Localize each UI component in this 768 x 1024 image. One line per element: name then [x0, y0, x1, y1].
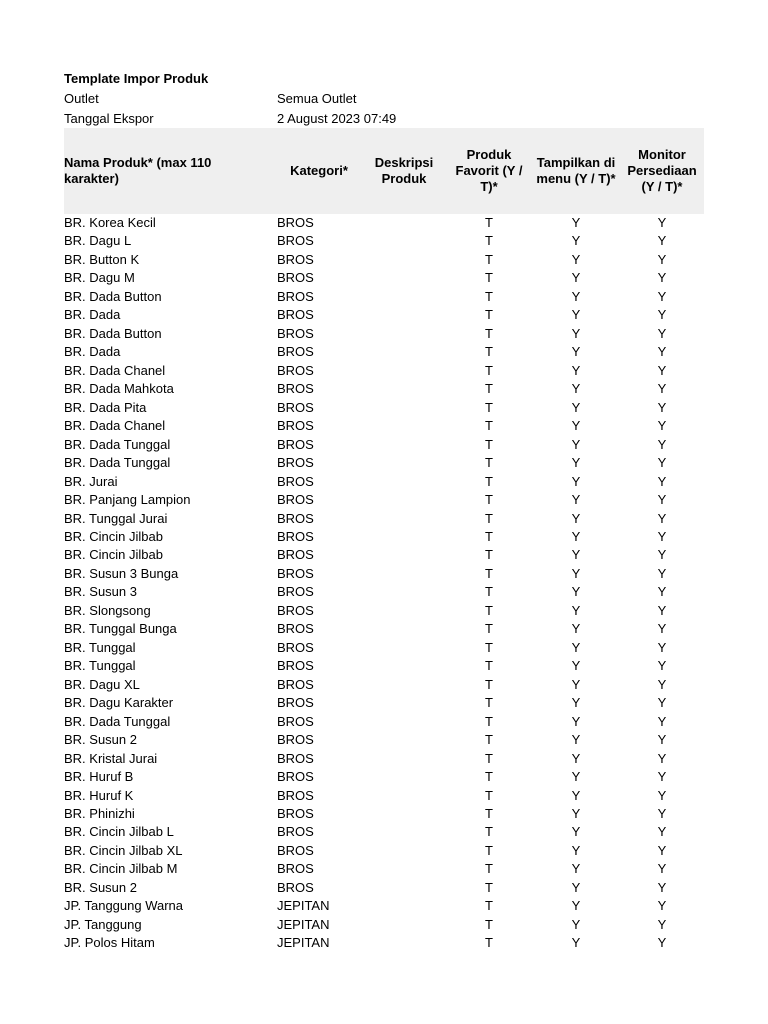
cell-category: BROS — [277, 251, 314, 267]
cell-favorite: T — [485, 307, 493, 323]
cell-product-name: BR. Dagu XL — [64, 676, 140, 692]
cell-product-name: BR. Dagu L — [64, 233, 132, 249]
cell-product-name: BR. Susun 3 — [64, 584, 137, 600]
cell-monitor-stock: Y — [657, 769, 667, 785]
cell-product-name: BR. Cincin Jilbab L — [64, 824, 174, 840]
cell-show-in-menu: Y — [571, 713, 581, 729]
column-header-monitor-stock: Monitor Persediaan (Y / T)* — [627, 147, 697, 194]
table-row — [64, 473, 704, 491]
cell-product-name: BR. Dada Mahkota — [64, 381, 174, 397]
cell-show-in-menu: Y — [571, 658, 581, 674]
table-header — [64, 128, 704, 214]
cell-product-name: BR. Huruf B — [64, 769, 134, 785]
table-row — [64, 731, 704, 749]
cell-product-name: BR. Kristal Jurai — [64, 750, 158, 766]
cell-monitor-stock: Y — [657, 621, 667, 637]
cell-favorite: T — [485, 418, 493, 434]
cell-monitor-stock: Y — [657, 806, 667, 821]
cell-show-in-menu: Y — [571, 935, 581, 951]
cell-show-in-menu: Y — [571, 621, 581, 637]
cell-product-name: BR. Dada Chanel — [64, 418, 166, 434]
cell-show-in-menu: Y — [571, 344, 581, 360]
cell-category: BROS — [277, 436, 314, 452]
cell-category: BROS — [277, 824, 314, 840]
table-row — [64, 750, 704, 768]
table-row — [64, 454, 704, 472]
cell-show-in-menu: Y — [571, 787, 581, 803]
table-body — [64, 214, 704, 953]
cell-favorite: T — [485, 861, 493, 877]
table-row — [64, 639, 704, 657]
cell-product-name: BR. Dada — [64, 344, 121, 360]
table-row — [64, 565, 704, 583]
cell-product-name: BR. Dada Button — [64, 288, 162, 304]
cell-product-name: BR. Dada Tunggal — [64, 455, 171, 471]
cell-favorite: T — [485, 658, 493, 674]
cell-product-name: BR. Huruf K — [64, 787, 134, 803]
cell-category: BROS — [277, 233, 314, 249]
cell-monitor-stock: Y — [657, 528, 667, 544]
cell-show-in-menu: Y — [571, 270, 581, 286]
cell-favorite: T — [485, 842, 493, 858]
cell-category: BROS — [277, 399, 314, 415]
cell-favorite: T — [485, 473, 493, 489]
table-row — [64, 528, 704, 546]
cell-product-name: BR. Tunggal — [64, 639, 136, 655]
meta-value: Semua Outlet — [277, 91, 357, 106]
cell-category: BROS — [277, 695, 314, 711]
cell-show-in-menu: Y — [571, 806, 581, 821]
cell-favorite: T — [485, 547, 493, 563]
cell-favorite: T — [485, 362, 493, 378]
cell-show-in-menu: Y — [571, 584, 581, 600]
cell-favorite: T — [485, 399, 493, 415]
table-row — [64, 916, 704, 934]
table-row — [64, 399, 704, 417]
cell-show-in-menu: Y — [571, 436, 581, 452]
cell-category: BROS — [277, 547, 314, 563]
cell-favorite: T — [485, 621, 493, 637]
table-row — [64, 288, 704, 306]
cell-monitor-stock: Y — [657, 251, 667, 267]
cell-category: BROS — [277, 288, 314, 304]
cell-product-name: BR. Dagu Karakter — [64, 695, 174, 711]
meta-row-export-date — [64, 111, 704, 129]
cell-product-name: BR. Susun 3 Bunga — [64, 565, 179, 581]
cell-monitor-stock: Y — [657, 381, 667, 397]
cell-favorite: T — [485, 787, 493, 803]
cell-favorite: T — [485, 510, 493, 526]
cell-show-in-menu: Y — [571, 898, 581, 914]
cell-monitor-stock: Y — [657, 935, 667, 951]
table-row — [64, 214, 704, 232]
table-row — [64, 805, 704, 823]
cell-favorite: T — [485, 935, 493, 951]
cell-product-name: BR. Phinizhi — [64, 806, 135, 821]
cell-product-name: BR. Korea Kecil — [64, 215, 156, 230]
table-row — [64, 583, 704, 601]
cell-show-in-menu: Y — [571, 307, 581, 323]
cell-product-name: BR. Slongsong — [64, 602, 151, 618]
cell-show-in-menu: Y — [571, 879, 581, 895]
table-row — [64, 343, 704, 361]
cell-product-name: BR. Dada Tunggal — [64, 436, 171, 452]
cell-category: BROS — [277, 602, 314, 618]
cell-product-name: BR. Dada — [64, 307, 121, 323]
cell-favorite: T — [485, 824, 493, 840]
cell-show-in-menu: Y — [571, 695, 581, 711]
cell-monitor-stock: Y — [657, 824, 667, 840]
cell-favorite: T — [485, 288, 493, 304]
cell-monitor-stock: Y — [657, 325, 667, 341]
cell-category: BROS — [277, 565, 314, 581]
cell-category: BROS — [277, 307, 314, 323]
table-row — [64, 657, 704, 675]
cell-show-in-menu: Y — [571, 399, 581, 415]
cell-show-in-menu: Y — [571, 769, 581, 785]
cell-monitor-stock: Y — [657, 898, 667, 914]
table-row — [64, 436, 704, 454]
cell-show-in-menu: Y — [571, 861, 581, 877]
cell-product-name: BR. Dada Tunggal — [64, 713, 171, 729]
cell-show-in-menu: Y — [571, 288, 581, 304]
table-row — [64, 934, 704, 952]
cell-favorite: T — [485, 436, 493, 452]
cell-monitor-stock: Y — [657, 399, 667, 415]
table-row — [64, 713, 704, 731]
cell-monitor-stock: Y — [657, 307, 667, 323]
table-row — [64, 694, 704, 712]
cell-show-in-menu: Y — [571, 510, 581, 526]
table-row — [64, 768, 704, 786]
cell-monitor-stock: Y — [657, 658, 667, 674]
cell-category: BROS — [277, 732, 314, 748]
cell-favorite: T — [485, 251, 493, 267]
meta-label: Outlet — [64, 91, 99, 106]
cell-show-in-menu: Y — [571, 325, 581, 341]
cell-show-in-menu: Y — [571, 233, 581, 249]
cell-favorite: T — [485, 270, 493, 286]
cell-favorite: T — [485, 215, 493, 230]
cell-show-in-menu: Y — [571, 455, 581, 471]
cell-show-in-menu: Y — [571, 418, 581, 434]
cell-favorite: T — [485, 916, 493, 932]
cell-category: BROS — [277, 750, 314, 766]
cell-monitor-stock: Y — [657, 639, 667, 655]
cell-favorite: T — [485, 492, 493, 508]
cell-monitor-stock: Y — [657, 547, 667, 563]
cell-favorite: T — [485, 602, 493, 618]
column-header-product-name: Nama Produk* (max 110 karakter) — [64, 155, 212, 186]
meta-row-outlet — [64, 91, 704, 109]
cell-monitor-stock: Y — [657, 732, 667, 748]
cell-category: BROS — [277, 473, 314, 489]
cell-category: BROS — [277, 879, 314, 895]
cell-category: BROS — [277, 215, 314, 230]
cell-monitor-stock: Y — [657, 473, 667, 489]
cell-product-name: JP. Tanggung — [64, 916, 142, 932]
cell-show-in-menu: Y — [571, 639, 581, 655]
cell-favorite: T — [485, 565, 493, 581]
cell-show-in-menu: Y — [571, 473, 581, 489]
cell-show-in-menu: Y — [571, 381, 581, 397]
table-row — [64, 602, 704, 620]
table-row — [64, 546, 704, 564]
cell-category: BROS — [277, 528, 314, 544]
cell-show-in-menu: Y — [571, 602, 581, 618]
column-header-category: Kategori* — [290, 163, 348, 178]
cell-product-name: BR. Cincin Jilbab M — [64, 861, 178, 877]
cell-product-name: BR. Dada Button — [64, 325, 162, 341]
table-row — [64, 232, 704, 250]
cell-favorite: T — [485, 732, 493, 748]
cell-monitor-stock: Y — [657, 288, 667, 304]
cell-show-in-menu: Y — [571, 362, 581, 378]
cell-category: BROS — [277, 344, 314, 360]
cell-monitor-stock: Y — [657, 344, 667, 360]
cell-favorite: T — [485, 695, 493, 711]
cell-category: BROS — [277, 418, 314, 434]
cell-monitor-stock: Y — [657, 695, 667, 711]
cell-monitor-stock: Y — [657, 492, 667, 508]
cell-category: BROS — [277, 861, 314, 877]
cell-product-name: BR. Tunggal Jurai — [64, 510, 168, 526]
table-row — [64, 879, 704, 897]
cell-monitor-stock: Y — [657, 418, 667, 434]
cell-category: BROS — [277, 325, 314, 341]
table-row — [64, 269, 704, 287]
cell-monitor-stock: Y — [657, 713, 667, 729]
table-row — [64, 306, 704, 324]
cell-show-in-menu: Y — [571, 842, 581, 858]
cell-product-name: BR. Panjang Lampion — [64, 492, 191, 508]
column-header-show-in-menu: Tampilkan di menu (Y / T)* — [536, 155, 616, 186]
cell-product-name: BR. Dada Chanel — [64, 362, 166, 378]
cell-show-in-menu: Y — [571, 732, 581, 748]
cell-category: BROS — [277, 510, 314, 526]
cell-monitor-stock: Y — [657, 455, 667, 471]
table-row — [64, 251, 704, 269]
cell-favorite: T — [485, 584, 493, 600]
cell-favorite: T — [485, 806, 493, 821]
cell-favorite: T — [485, 233, 493, 249]
cell-product-name: BR. Susun 2 — [64, 879, 137, 895]
cell-category: BROS — [277, 769, 314, 785]
cell-category: JEPITAN — [277, 898, 330, 914]
cell-category: BROS — [277, 362, 314, 378]
cell-monitor-stock: Y — [657, 602, 667, 618]
cell-product-name: BR. Tunggal Bunga — [64, 621, 177, 637]
cell-category: BROS — [277, 713, 314, 729]
cell-favorite: T — [485, 325, 493, 341]
cell-favorite: T — [485, 713, 493, 729]
cell-monitor-stock: Y — [657, 362, 667, 378]
cell-product-name: BR. Dada Pita — [64, 399, 147, 415]
cell-monitor-stock: Y — [657, 215, 667, 230]
cell-show-in-menu: Y — [571, 547, 581, 563]
table-row — [64, 362, 704, 380]
cell-category: JEPITAN — [277, 916, 330, 932]
cell-product-name: BR. Cincin Jilbab — [64, 528, 163, 544]
cell-category: BROS — [277, 621, 314, 637]
cell-product-name: BR. Button K — [64, 251, 140, 267]
table-row — [64, 510, 704, 528]
cell-monitor-stock: Y — [657, 233, 667, 249]
cell-favorite: T — [485, 750, 493, 766]
cell-category: JEPITAN — [277, 935, 330, 951]
table-row — [64, 676, 704, 694]
cell-category: BROS — [277, 658, 314, 674]
cell-monitor-stock: Y — [657, 750, 667, 766]
cell-favorite: T — [485, 381, 493, 397]
cell-favorite: T — [485, 898, 493, 914]
table-row — [64, 842, 704, 860]
cell-category: BROS — [277, 584, 314, 600]
cell-monitor-stock: Y — [657, 787, 667, 803]
cell-show-in-menu: Y — [571, 215, 581, 230]
cell-category: BROS — [277, 842, 314, 858]
cell-favorite: T — [485, 879, 493, 895]
cell-category: BROS — [277, 787, 314, 803]
document-title: Template Impor Produk — [64, 71, 209, 86]
cell-category: BROS — [277, 806, 314, 821]
cell-favorite: T — [485, 639, 493, 655]
meta-label: Tanggal Ekspor — [64, 111, 154, 126]
cell-product-name: BR. Cincin Jilbab — [64, 547, 163, 563]
cell-show-in-menu: Y — [571, 251, 581, 267]
cell-monitor-stock: Y — [657, 270, 667, 286]
cell-show-in-menu: Y — [571, 676, 581, 692]
cell-favorite: T — [485, 344, 493, 360]
cell-category: BROS — [277, 270, 314, 286]
cell-show-in-menu: Y — [571, 916, 581, 932]
meta-value: 2 August 2023 07:49 — [277, 111, 397, 126]
cell-category: BROS — [277, 639, 314, 655]
cell-monitor-stock: Y — [657, 565, 667, 581]
table-row — [64, 325, 704, 343]
cell-product-name: BR. Dagu M — [64, 270, 135, 286]
cell-product-name: BR. Jurai — [64, 473, 118, 489]
table-row — [64, 860, 704, 878]
cell-show-in-menu: Y — [571, 492, 581, 508]
column-header-description: Deskripsi Produk — [374, 155, 434, 186]
table-row — [64, 897, 704, 915]
cell-product-name: BR. Cincin Jilbab XL — [64, 842, 183, 858]
cell-favorite: T — [485, 455, 493, 471]
cell-show-in-menu: Y — [571, 528, 581, 544]
table-row — [64, 417, 704, 435]
cell-monitor-stock: Y — [657, 584, 667, 600]
cell-category: BROS — [277, 492, 314, 508]
cell-monitor-stock: Y — [657, 842, 667, 858]
cell-favorite: T — [485, 676, 493, 692]
cell-show-in-menu: Y — [571, 824, 581, 840]
cell-product-name: JP. Polos Hitam — [64, 935, 155, 951]
cell-product-name: BR. Susun 2 — [64, 732, 137, 748]
cell-monitor-stock: Y — [657, 879, 667, 895]
cell-monitor-stock: Y — [657, 861, 667, 877]
cell-favorite: T — [485, 528, 493, 544]
table-row — [64, 620, 704, 638]
table-row — [64, 787, 704, 805]
column-header-favorite: Produk Favorit (Y / T)* — [455, 147, 523, 194]
cell-category: BROS — [277, 676, 314, 692]
cell-monitor-stock: Y — [657, 436, 667, 452]
cell-category: BROS — [277, 455, 314, 471]
table-row — [64, 823, 704, 841]
table-row — [64, 491, 704, 509]
table-row — [64, 380, 704, 398]
cell-monitor-stock: Y — [657, 916, 667, 932]
cell-product-name: BR. Tunggal — [64, 658, 136, 674]
cell-show-in-menu: Y — [571, 750, 581, 766]
cell-category: BROS — [277, 381, 314, 397]
cell-monitor-stock: Y — [657, 676, 667, 692]
cell-monitor-stock: Y — [657, 510, 667, 526]
cell-product-name: JP. Tanggung Warna — [64, 898, 184, 914]
cell-show-in-menu: Y — [571, 565, 581, 581]
cell-favorite: T — [485, 769, 493, 785]
